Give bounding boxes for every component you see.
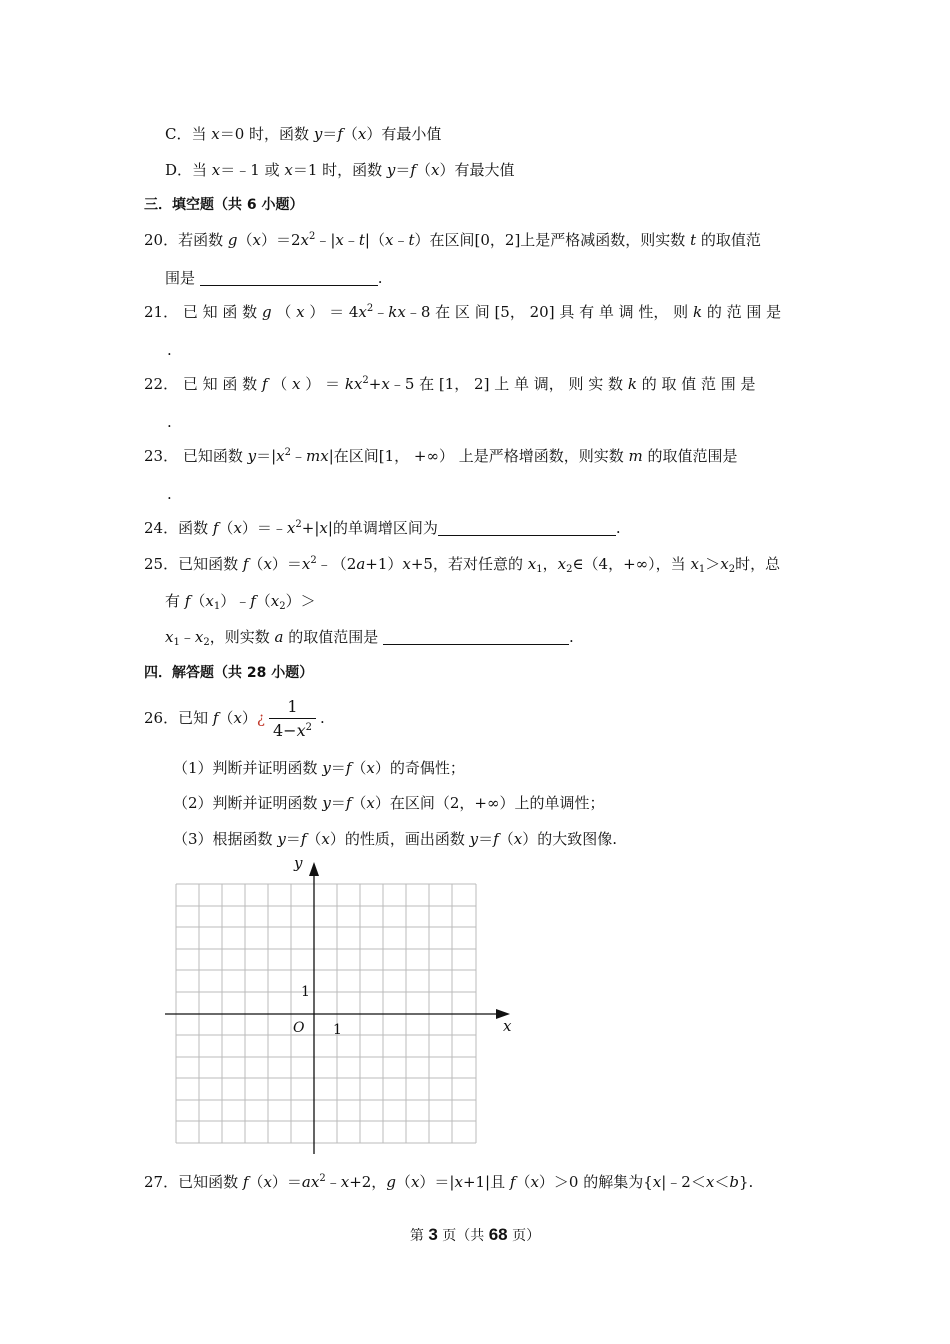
page-number: 3 bbox=[428, 1225, 438, 1244]
option-d: D．当 x＝﹣1 或 x＝1 时，函数 y＝f（x）有最大值 bbox=[165, 161, 515, 179]
page-footer: 第 3 页（共 68 页） bbox=[409, 1225, 541, 1244]
option-c: C．当 x＝0 时，函数 y＝f（x）有最小值 bbox=[165, 125, 442, 143]
question-26-part1: （1）判断并证明函数 y＝f（x）的奇偶性； bbox=[173, 759, 465, 777]
question-26-part2: （2）判断并证明函数 y＝f（x）在区间（2，+∞）上的单调性； bbox=[173, 794, 605, 812]
section-heading-answer: 四．解答题（共 28 小题） bbox=[144, 665, 314, 681]
y-axis-arrow-icon bbox=[309, 862, 319, 876]
question-26: 26．已知 f（x）¿ $\frac{1}{4-x^2}$ . bbox=[144, 694, 325, 743]
section-heading-fill-in: 三．填空题（共 6 小题） bbox=[144, 197, 304, 213]
y-axis-label: y bbox=[294, 854, 303, 872]
y-unit-label: 1 bbox=[301, 984, 310, 1000]
question-25-line3: $x_1﹣x_2$，则实数 a 的取值范围是 . bbox=[165, 628, 574, 648]
x-axis-label: x bbox=[503, 1017, 512, 1035]
fraction: $\frac{1}{4-x^2}$ bbox=[269, 696, 316, 743]
question-26-part3: （3）根据函数 y＝f（x）的性质，画出函数 y＝f（x）的大致图像. bbox=[173, 830, 617, 848]
question-23: 23． 已知函数 $y=|x^2﹣mx|$在区间[1， +∞） 上是严格增函数，则实数 m 的取值范围是 bbox=[144, 447, 738, 465]
question-21: 21． 已 知 函 数 g （ x ） ＝ $4x^2﹣kx﹣8$ 在 区 间 [5， 20] 具 有 单 调 性， 则 k 的 范 围 是 bbox=[144, 303, 782, 321]
origin-label: O bbox=[293, 1020, 305, 1036]
question-22-answer[interactable]: . bbox=[167, 413, 172, 431]
question-25: 25．已知函数 $f(x)=x^2﹣(2a+1)x+5$，若对任意的 $x_1$，$x_2\in(4$，+∞），当 $x_1>x_2$时，总 bbox=[144, 555, 781, 575]
question-22: 22． 已 知 函 数 f （ x ） ＝ $kx^2+x﹣5$ 在 [1， 2] 上 单 调， 则 实 数 k 的 取 值 范 围 是 bbox=[144, 375, 756, 393]
question-21-answer[interactable]: . bbox=[167, 341, 172, 359]
question-24: 24．函数 $f(x)=﹣x^2+|x|$的单调增区间为 . bbox=[144, 519, 621, 537]
question-27: 27．已知函数 $f(x)=ax^2﹣x+2$，g（x）＝|x+1|且 f（x）＞0 的解集为{x|﹣2＜x＜b}. bbox=[144, 1173, 754, 1191]
question-20-line2: 围是 . bbox=[165, 269, 383, 287]
question-20: 20．若函数 $g(x)=2x^2﹣|x﹣t|(x﹣t)$在区间[0，2]上是严格减函数，则实数 t 的取值范 bbox=[144, 231, 761, 249]
x-unit-label: 1 bbox=[333, 1022, 342, 1038]
question-25-line2: 有 $f(x_1)﹣f(x_2)>$ bbox=[165, 592, 316, 612]
total-pages: 68 bbox=[488, 1225, 508, 1244]
question-23-answer[interactable]: . bbox=[167, 485, 172, 503]
